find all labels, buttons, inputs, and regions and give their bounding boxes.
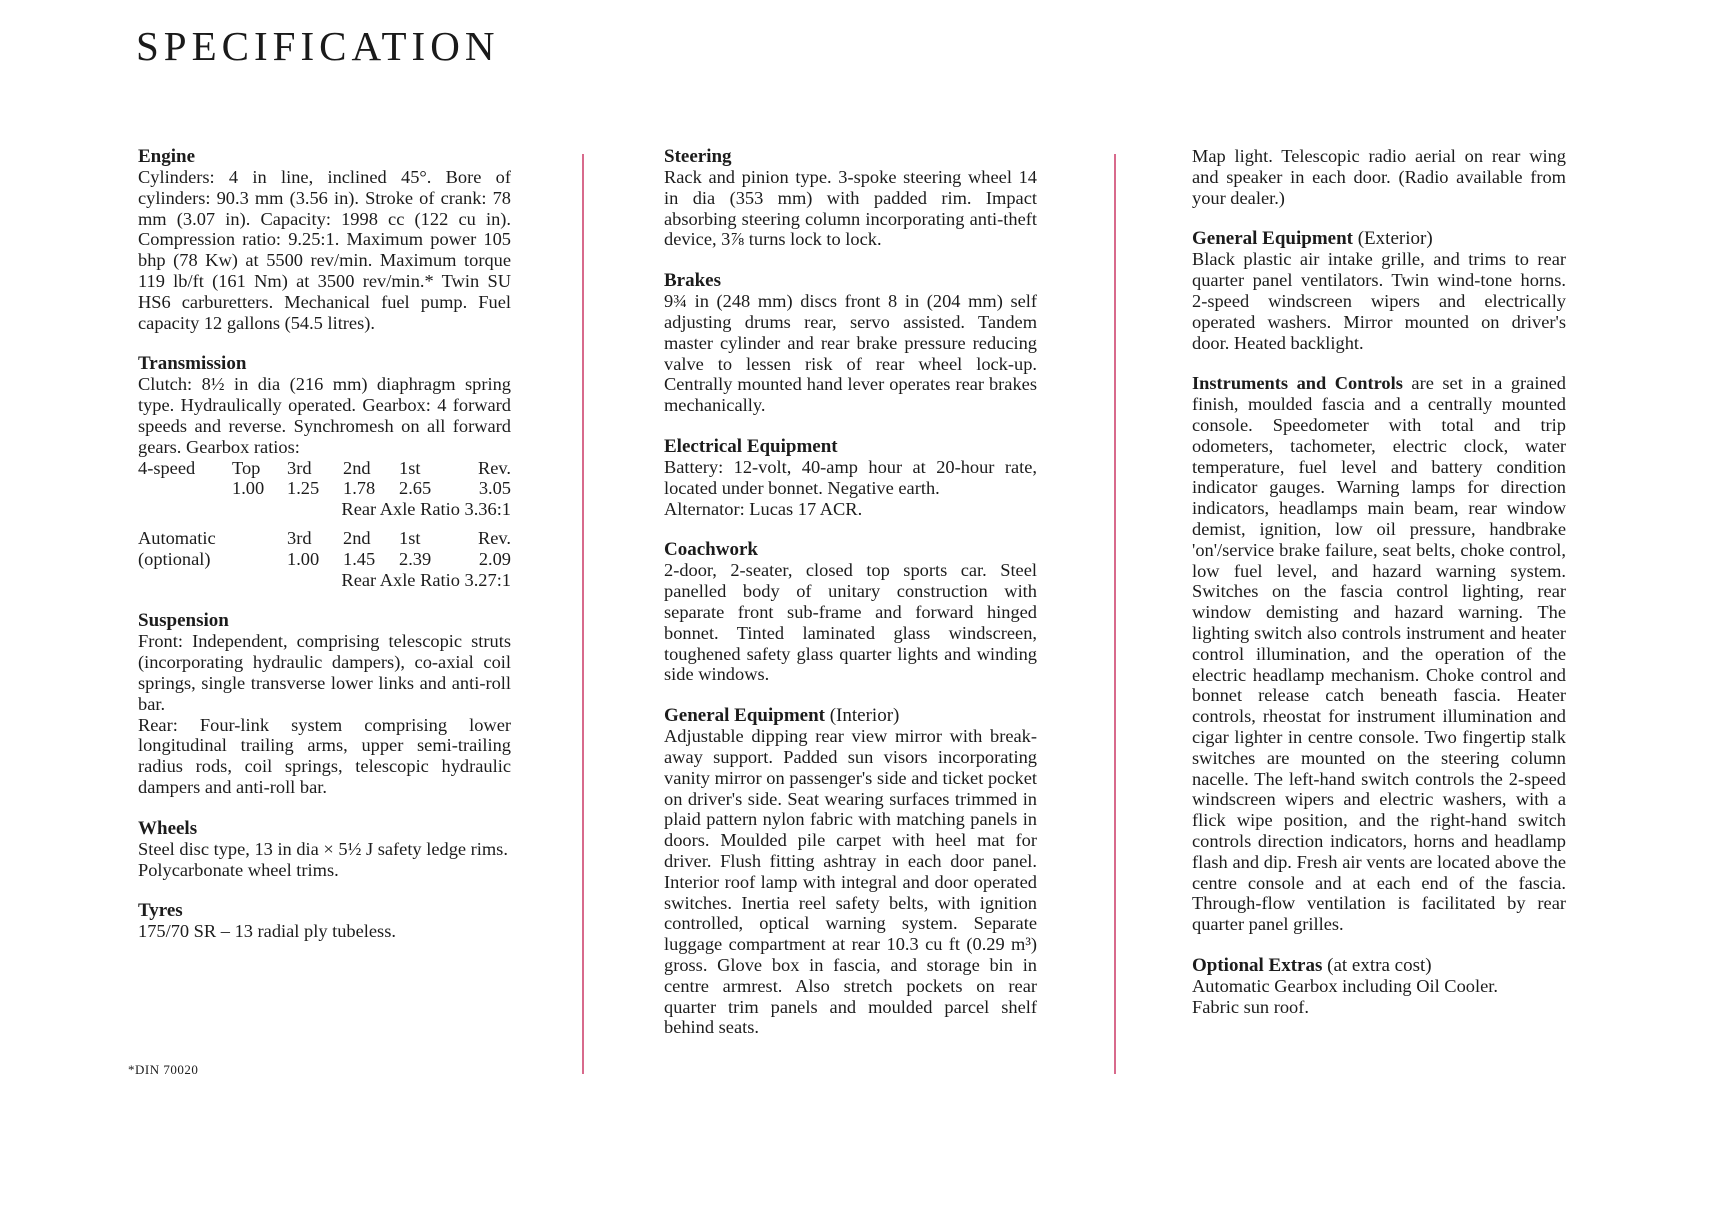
general-interior-heading-text: General Equipment [664,705,825,727]
optional-extras-text: Automatic Gearbox including Oil Cooler. [1192,975,1498,996]
general-interior-text: Adjustable dipping rear view mirror with break-away support. Padded sun visors incorporating vanity mirror on passenger's side and ticket pocket on driver's side. Seat wearing surfaces trimmed in plaid pattern nylon fabric with matching panels in doors. Moulded pile carpet with heel mat for driver. Flush fitting ashtray in each door panel. Interior roof lamp with integral and door operated switches. Inertia reel safety belts, with ignition controlled, optical warning system. Separate luggage compartment at rear 10.3 cu ft (0.29 m³) gross. Glove box in fascia, and storage bin in centre armrest. Also stretch pockets on rear quarter trim panels and moulded parcel shelf behind seats. [664,726,1037,1038]
general-interior-section [664,705,1037,1038]
column-1 [138,146,511,962]
ratio-header: 3rd [287,457,312,478]
transmission-heading: Transmission [138,353,247,375]
engine-heading: Engine [138,146,196,167]
general-exterior-heading-text: General Equipment [1192,228,1353,250]
optional-extras-heading [1192,955,1566,976]
general-exterior-section [1192,228,1566,353]
ratio-value: 1.00 [232,478,265,499]
tyres-section [138,900,511,942]
engine-section [138,146,511,333]
page-title: SPECIFICATION [136,23,500,69]
ratio-value: 2.09 [478,548,511,569]
ratio-value: 1.25 [287,478,320,499]
ratio-value: 1.00 [287,548,320,569]
general-interior-sub: (Interior) [829,705,900,727]
manual-ratio-values [138,478,511,499]
ratio-header: Top [232,457,261,478]
general-exterior-heading [1192,228,1566,249]
manual-axle-ratio: Rear Axle Ratio 3.36:1 [341,499,511,520]
auto-ratio-headers [138,528,511,549]
suspension-rear: Rear: Four-link system comprising lower longitudinal trailing arms, upper semi-trailing radius rods, coil springs, telescopic hydraulic dampers and anti-roll bar. [138,714,511,797]
engine-text: Cylinders: 4 in line, inclined 45°. Bore of cylinders: 90.3 mm (3.56 in). Stroke of crank: 78 mm (3.07 in). Capacity: 1998 cc (122 cu in). Compression ratio: 9.25:1. Maximum power 105 bhp (78 Kw) at 5500 rev/min. Maximum torque 119 lb/ft (161 Nm) at 3500 rev/min.* Twin SU HS6 carburetters. Mechanical fuel pump. Fuel capacity 12 gallons (54.5 litres). [138,167,511,333]
wheels-trims: Polycarbonate wheel trims. [138,859,339,880]
optional-extras-heading-text: Optional Extras [1192,954,1323,976]
map-light-section [1192,146,1566,208]
automatic-label: Automatic [138,527,216,548]
optional-extras-sunroof: Fabric sun roof. [1192,996,1309,1017]
general-exterior-sub: (Exterior) [1357,228,1433,250]
wheels-text: Steel disc type, 13 in dia × 5½ J safety ledge rims. [138,838,508,859]
electrical-section [664,436,1037,519]
optional-extras-section [1192,955,1566,1018]
automatic-optional-label: (optional) [138,548,211,569]
wheels-heading: Wheels [138,817,198,839]
instruments-section [1192,373,1566,935]
brakes-heading: Brakes [664,270,721,292]
din-footnote: *DIN 70020 [128,1062,199,1077]
optional-extras-sub: (at extra cost) [1327,954,1432,976]
transmission-text: Clutch: 8½ in dia (216 mm) diaphragm spring type. Hydraulically operated. Gearbox: 4 forward speeds and reverse. Synchromesh on all forward gears. Gearbox ratios: [138,374,511,457]
brakes-section [664,270,1037,416]
coachwork-heading: Coachwork [664,539,758,561]
ratio-header: Rev. [477,527,511,548]
ratio-header: 2nd [343,457,371,478]
column-2 [664,146,1037,1058]
transmission-section [138,353,511,590]
steering-section [664,146,1037,250]
instruments-text: are set in a grained finish, moulded fascia and a centrally mounted console. Speedometer with total and trip odometers, tachometer, electric clock, water temperature, fuel level and battery condition indicator gauges. Warning lamps for direction indicators, headlamps main beam, rear window demist, ignition, low oil pressure, handbrake 'on'/service brake failure, seat belts, choke control, low fuel level, and hazard warning system. Switches on the fascia control lighting, rear window demisting and hazard warning. The lighting switch also controls instrument and heater control illumination, and the operation of the electric headlamp mechanism. Choke control and bonnet release catch beneath fascia. Heater controls, rheostat for instrument illumination and cigar lighter in centre console. Two fingertip stalk switches are mounted on the steering column nacelle. The left-hand switch controls the 2-speed windscreen wipers and electric washers, with a flick wipe position, and the right-hand switch controls direction indicators, horns and headlamp flash and dip. Fresh air vents are located above the centre console and at each end of the fascia. Through-flow ventilation is facilitated by rear quarter panel grilles. [1192,373,1566,935]
manual-label: 4-speed [138,457,196,478]
ratio-value: 3.05 [478,478,511,499]
column-divider [582,154,584,1074]
suspension-heading: Suspension [138,610,229,632]
map-light-text: Map light. Telescopic radio aerial on rear wing and speaker in each door. (Radio available from your dealer.) [1192,146,1566,208]
steering-heading: Steering [664,146,732,167]
auto-ratio-values [138,549,511,570]
ratio-header: 1st [399,527,421,548]
auto-axle-ratio: Rear Axle Ratio 3.27:1 [341,569,511,590]
ratio-value: 1.45 [343,548,376,569]
column-3 [1192,146,1566,1037]
instruments-heading: Instruments and Controls [1192,373,1403,394]
suspension-front: Front: Independent, comprising telescopic struts (incorporating hydraulic dampers), co-axial coil springs, single transverse lower links and anti-roll bar. [138,631,511,714]
tyres-text: 175/70 SR – 13 radial ply tubeless. [138,921,396,942]
ratio-value: 2.65 [399,478,432,499]
steering-text: Rack and pinion type. 3-spoke steering wheel 14 in dia (353 mm) with padded rim. Impact absorbing steering column incorporating anti-theft device, 3⅞ turns lock to lock. [664,167,1037,250]
suspension-section [138,610,511,797]
wheels-section [138,818,511,881]
ratio-value: 2.39 [399,548,432,569]
coachwork-text: 2-door, 2-seater, closed top sports car. Steel panelled body of unitary construction with separate front sub-frame and forward hinged bonnet. Tinted laminated glass windscreen, toughened safety glass quarter lights and winding side windows. [664,560,1037,685]
brakes-text: 9¾ in (248 mm) discs front 8 in (204 mm) self adjusting drums rear, servo assisted. Tandem master cylinder and rear brake pressure reducing valve to lessen risk of rear wheel lock-up. Centrally mounted hand lever operates rear brakes mechanically. [664,291,1037,416]
coachwork-section [664,539,1037,685]
electrical-text: Battery: 12-volt, 40-amp hour at 20-hour rate, located under bonnet. Negative earth. [664,456,1037,498]
instruments-paragraph [1192,373,1566,935]
ratio-header: 1st [399,457,421,478]
ratio-value: 1.78 [343,478,376,499]
general-exterior-text: Black plastic air intake grille, and trims to rear quarter panel ventilators. Twin wind-tone horns. 2-speed windscreen wipers and electrically operated washers. Mirror mounted on driver's door. Heated backlight. [1192,249,1566,353]
electrical-alternator: Alternator: Lucas 17 ACR. [664,498,863,519]
general-interior-heading [664,705,1037,726]
electrical-heading: Electrical Equipment [664,435,838,457]
ratio-header: Rev. [477,457,511,478]
ratio-header: 2nd [343,527,371,548]
ratio-header: 3rd [287,527,312,548]
tyres-heading: Tyres [138,900,183,922]
manual-ratio-headers [138,458,511,479]
column-divider [1114,154,1116,1074]
